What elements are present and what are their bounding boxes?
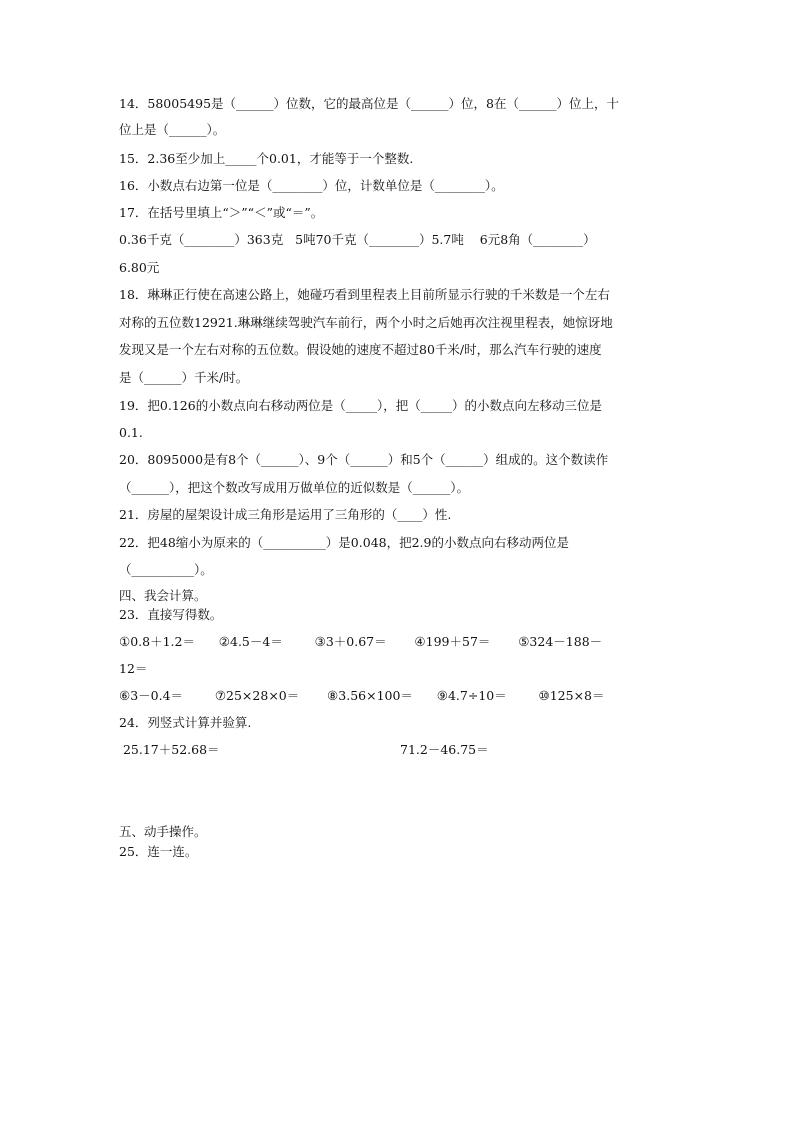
- q24-heading: 24．列竖式计算并验算.: [119, 715, 252, 730]
- q19-line1: 19．把0.126的小数点向右移动两位是（_____），把（_____）的小数点向左移动三位是: [119, 398, 602, 413]
- q16-line: 16．小数点右边第一位是（________）位，计数单位是（________）。: [119, 178, 504, 193]
- q14-line2: 位上是（______）。: [119, 122, 226, 137]
- q18-line3: 发现又是一个左右对称的五位数。假设她的速度不超过80千米/时，那么汽车行驶的速度: [119, 342, 602, 357]
- section-5-heading: 五、动手操作。: [119, 824, 207, 839]
- q24-problem-a: 25.17＋52.68＝: [119, 742, 220, 757]
- q20-line2: （______），把这个数改写成用万做单位的近似数是（______）。: [119, 480, 470, 495]
- q17-line2: 0.36千克（________）363克 5吨70千克（________）5.7吨 6元8角（________）: [119, 232, 596, 247]
- q14-line1: 14．58005495是（______）位数，它的最高位是（______）位，8在（______）位上，十: [119, 96, 619, 111]
- q23-heading: 23．直接写得数。: [119, 607, 223, 622]
- section-4-heading: 四、我会计算。: [119, 588, 207, 603]
- q18-line1: 18．琳琳正行使在高速公路上，她碰巧看到里程表上目前所显示行驶的千米数是一个左右: [119, 287, 610, 302]
- q19-line2: 0.1.: [119, 425, 143, 440]
- q22-line1: 22．把48缩小为原来的（__________）是0.048，把2.9的小数点向右移动两位是: [119, 535, 569, 550]
- q25-heading: 25．连一连。: [119, 844, 198, 859]
- q17-line1: 17．在括号里填上“＞”“＜”或“＝”。: [119, 205, 324, 220]
- q17-line3: 6.80元: [119, 260, 160, 275]
- q21-line: 21．房屋的屋架设计成三角形是运用了三角形的（____）性.: [119, 507, 452, 522]
- q23-row2: ⑥3－0.4＝ ⑦25×28×0＝ ⑧3.56×100＝ ⑨4.7÷10＝ ⑩125×8＝: [119, 688, 605, 703]
- q18-line2: 对称的五位数12921.琳琳继续驾驶汽车前行，两个小时之后她再次注视里程表，她惊讶地: [119, 315, 613, 330]
- q24-problem-b: 71.2－46.75＝: [400, 742, 489, 757]
- q22-line2: （__________）。: [119, 562, 213, 577]
- q23-row1-cont: 12＝: [119, 661, 148, 676]
- q18-line4: 是（______）千米/时。: [119, 370, 249, 385]
- q15-line: 15．2.36至少加上_____个0.01，才能等于一个整数.: [119, 151, 414, 166]
- q20-line1: 20．8095000是有8个（______）、9个（______）和5个（______）组成的。这个数读作: [119, 452, 609, 467]
- q23-row1: ①0.8＋1.2＝ ②4.5－4＝ ③3＋0.67＝ ④199＋57＝ ⑤324－188－: [119, 634, 603, 649]
